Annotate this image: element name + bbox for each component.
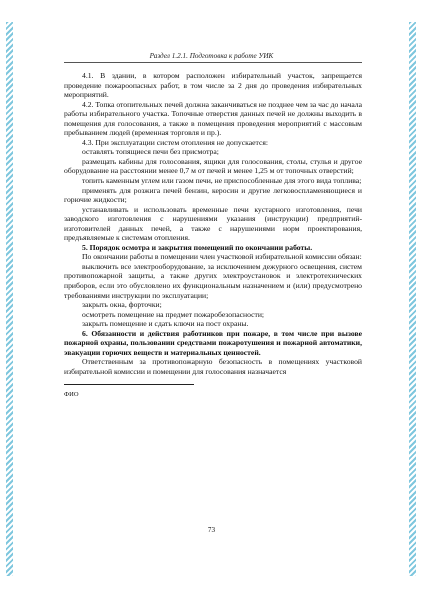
page-body — [64, 71, 362, 400]
fio-label: ФИО — [64, 391, 79, 399]
running-header: Раздел 1.2.1. Подготовка к работе УИК — [149, 52, 274, 60]
list-item: оставлять топящиеся печи без присмотра; — [82, 147, 219, 157]
signature-line — [64, 377, 362, 388]
paragraph-4-1: 4.1. В здании, в котором расположен избирательный участок, запрещается проведение пожароопасных работ, в том числе за 2 дня до проведения избирательных мероприятий. — [64, 71, 362, 100]
list-item: закрыть окна, форточки; — [82, 300, 162, 310]
list-item: размещать кабины для голосования, ящики для голосования, столы, стулья и другое оборудование на расстоянии менее 0,7 м от печей и менее 1,25 м от топочных отверстий; — [64, 156, 362, 176]
right-decorative-border — [409, 22, 416, 576]
left-decorative-border — [6, 22, 13, 576]
list-item: топить каменным углем или газом печи, не приспособленные для этого вида топлива; — [82, 176, 362, 186]
paragraph-5-intro: По окончании работы в помещении член участковой избирательной комиссии обязан: — [82, 252, 362, 262]
list-item: осмотреть помещение на предмет пожаробезопасности; — [82, 309, 265, 319]
header-rule — [64, 62, 362, 63]
list-item: устанавливать и использовать временные печи кустарного изготовления, печи заводского изготовления с нарушениями указания (инструкции) предприятий-изготовителей данных печей, а также с нарушениями норм проектирования, предъявляемые к системам отопления. — [64, 204, 362, 243]
section-6-heading: 6. Обязанности и действия работников при пожаре, в том числе при вызове пожарной охраны, пользовании средствами пожаротушения и пожарной автоматики, эвакуации горючих веществ и материальных ценностей. — [64, 328, 362, 357]
list-item: закрыть помещение и сдать ключи на пост охраны. — [82, 319, 249, 329]
list-item: применять для розжига печей бензин, керосин и другие легковоспламеняющиеся и горючие жидкости; — [64, 185, 362, 205]
paragraph-4-3: 4.3. При эксплуатации систем отопления не допускается: — [82, 137, 268, 147]
section-5-heading: 5. Порядок осмотра и закрытия помещений по окончании работы. — [82, 242, 313, 252]
page-number: 73 — [207, 526, 216, 534]
paragraph-4-2: 4.2. Топка отопительных печей должна заканчиваться не позднее чем за час до начала работы избирательного участка. Топочные отверстия данных печей не должны выходить в помещения для голосования, а также в помещения проведения мероприятий с массовым пребыванием людей (временная торговля и пр.). — [64, 99, 362, 138]
list-item: выключить все электрооборудование, за исключением дежурного освещения, систем противопожарной защиты, а также других электроустановок и электротехнических приборов, если это обусловлено их функциональным назначением и (или) предусмотрено требованиями инструкции по эксплуатации; — [64, 261, 362, 300]
responsible-person-paragraph: Ответственным за противопожарную безопасность в помещениях участковой избирательной комиссии и помещении для голосования назначается — [64, 357, 362, 376]
